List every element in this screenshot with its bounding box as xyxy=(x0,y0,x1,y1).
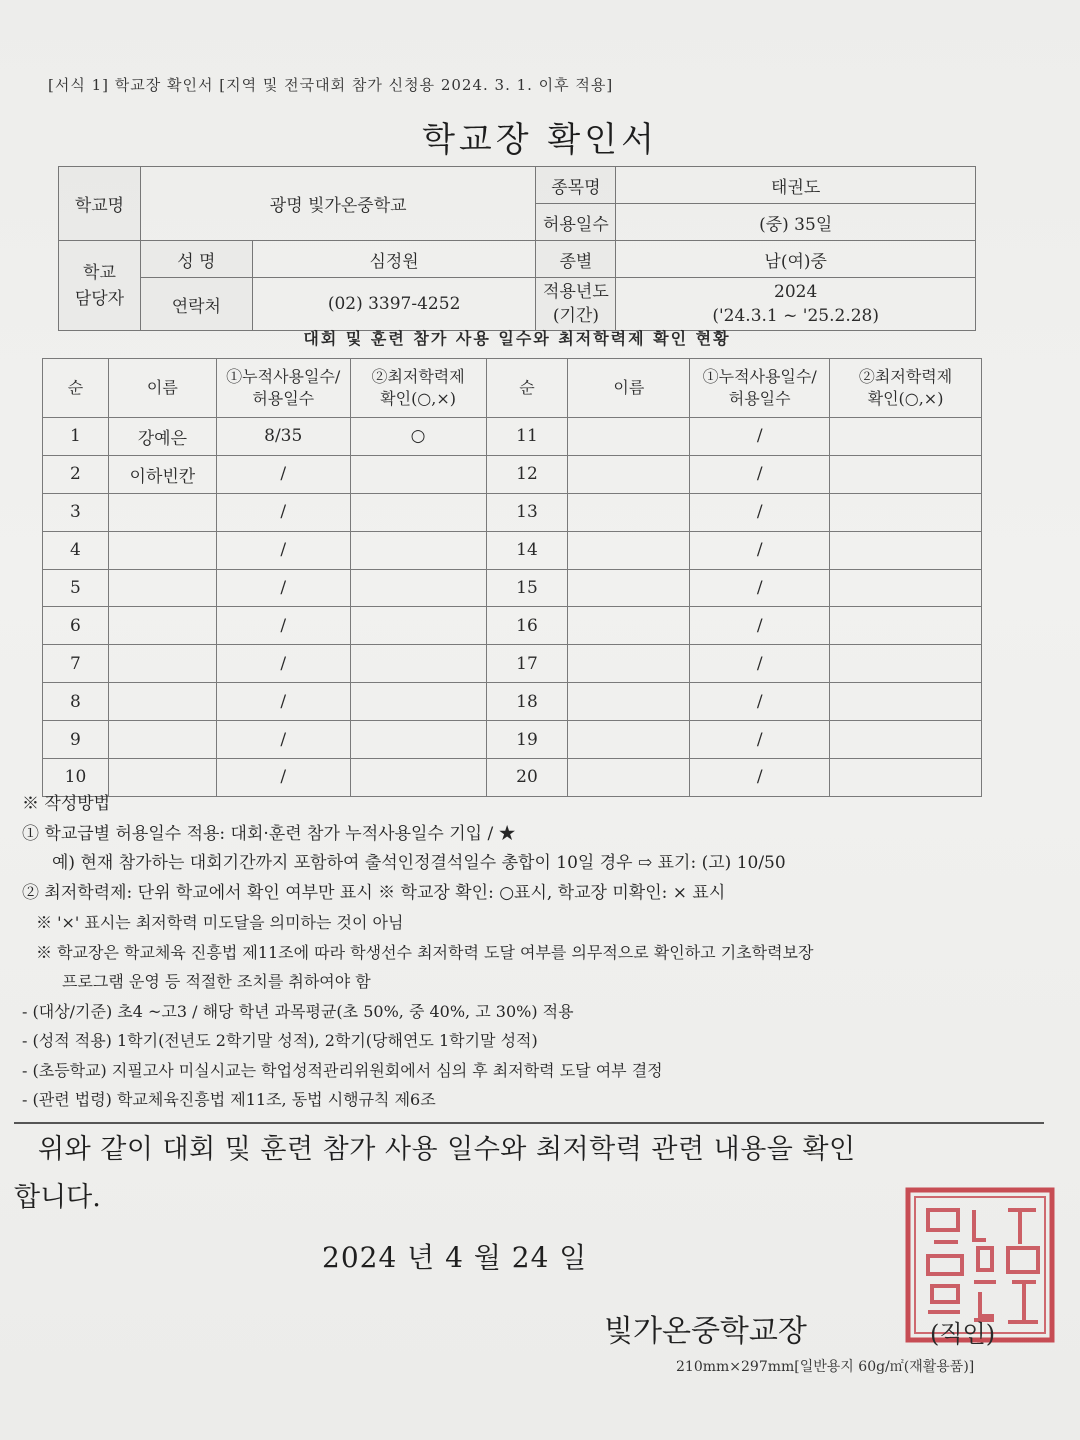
row-num: 16 xyxy=(486,607,568,645)
row-num: 13 xyxy=(486,493,568,531)
row-num: 17 xyxy=(486,645,568,683)
row-num: 4 xyxy=(43,531,109,569)
row-check xyxy=(350,569,486,607)
signatory: 빛가온중학교장 xyxy=(604,1314,807,1349)
row-check xyxy=(830,607,982,645)
name-value: 심정원 xyxy=(252,241,536,278)
row-days: / xyxy=(690,493,830,531)
header-name-right: 이름 xyxy=(568,359,690,418)
header-num-right: 순 xyxy=(486,359,568,418)
manager-label: 학교 담당자 xyxy=(59,241,141,331)
divider xyxy=(14,1122,1044,1124)
table-row xyxy=(43,569,982,607)
row-name xyxy=(568,607,690,645)
row-num: 11 xyxy=(486,418,568,456)
row-name xyxy=(108,721,216,759)
row-num: 5 xyxy=(43,569,109,607)
row-days: / xyxy=(216,721,350,759)
row-days: / xyxy=(690,569,830,607)
detail-4: - (관련 법령) 학교체육진흥법 제11조, 동법 시행규칙 제6조 xyxy=(22,1090,436,1109)
date: 2024 년 4 월 24 일 xyxy=(322,1241,588,1274)
row-check xyxy=(830,721,982,759)
year-label: 적용년도 (기간) xyxy=(536,278,616,331)
name-label: 성 명 xyxy=(140,241,252,278)
allowed-days-value: (중) 35일 xyxy=(616,204,976,241)
info-table xyxy=(58,166,976,331)
note-1: ① 학교급별 허용일수 적용: 대회·훈련 참가 누적사용일수 기입 / ★ xyxy=(22,823,516,844)
note-2-a: ※ '×' 표시는 최저학력 미도달을 의미하는 것이 아님 xyxy=(36,913,404,932)
row-check xyxy=(350,607,486,645)
row-check xyxy=(350,493,486,531)
row-name xyxy=(568,721,690,759)
row-num: 8 xyxy=(43,683,109,721)
row-check xyxy=(350,531,486,569)
row-num: 3 xyxy=(43,493,109,531)
row-name xyxy=(108,569,216,607)
row-name xyxy=(108,493,216,531)
row-days: / xyxy=(690,721,830,759)
gender-value: 남(여)중 xyxy=(616,241,976,278)
row-days: / xyxy=(216,683,350,721)
confirm-line-2: 합니다. xyxy=(14,1182,101,1213)
row-num: 15 xyxy=(486,569,568,607)
row-days: / xyxy=(216,493,350,531)
row-days: / xyxy=(690,531,830,569)
row-name xyxy=(568,531,690,569)
row-name: 강예은 xyxy=(108,418,216,456)
paper-spec: 210mm×297mm[일반용지 60g/㎡(재활용품)] xyxy=(676,1359,975,1375)
row-days: / xyxy=(216,569,350,607)
table-row xyxy=(43,418,982,456)
header-check-left: ②최저학력제 확인(○,×) xyxy=(350,359,486,418)
row-days: / xyxy=(690,645,830,683)
table-row xyxy=(43,607,982,645)
note-2: ② 최저학력제: 단위 학교에서 확인 여부만 표시 ※ 학교장 확인: ○표시, 학교장 미확인: × 표시 xyxy=(22,882,726,903)
notes-section xyxy=(22,790,1062,1115)
confirm-line-1: 위와 같이 대회 및 훈련 참가 사용 일수와 최저학력 관련 내용을 확인 xyxy=(38,1134,856,1165)
row-days: / xyxy=(216,759,350,797)
status-table xyxy=(42,358,982,797)
row-days: 8/35 xyxy=(216,418,350,456)
table-row xyxy=(43,683,982,721)
table-row xyxy=(43,531,982,569)
note-2-b-cont: 프로그램 운영 등 적절한 조치를 취하여야 함 xyxy=(62,972,371,991)
table-row xyxy=(43,721,982,759)
detail-2: - (성적 적용) 1학기(전년도 2학기말 성적), 2학기(당해연도 1학기말 성적) xyxy=(22,1031,538,1050)
row-num: 10 xyxy=(43,759,109,797)
row-name xyxy=(568,645,690,683)
header-days-left: ①누적사용일수/ 허용일수 xyxy=(216,359,350,418)
row-check xyxy=(830,569,982,607)
row-days: / xyxy=(690,759,830,797)
row-name xyxy=(108,531,216,569)
document-title: 학교장 확인서 xyxy=(422,120,658,160)
row-num: 20 xyxy=(486,759,568,797)
row-num: 1 xyxy=(43,418,109,456)
row-num: 6 xyxy=(43,607,109,645)
row-name xyxy=(568,569,690,607)
notes-heading: ※ 작성방법 xyxy=(22,794,111,814)
table-row xyxy=(43,455,982,493)
header-num-left: 순 xyxy=(43,359,109,418)
row-num: 7 xyxy=(43,645,109,683)
row-name: 이하빈칸 xyxy=(108,455,216,493)
row-check xyxy=(350,683,486,721)
row-check xyxy=(350,455,486,493)
row-num: 12 xyxy=(486,455,568,493)
gender-label: 종별 xyxy=(536,241,616,278)
note-2-b: ※ 학교장은 학교체육 진흥법 제11조에 따라 학생선수 최저학력 도달 여부를 의무적으로 확인하고 기초학력보장 xyxy=(36,942,814,962)
header-name-left: 이름 xyxy=(108,359,216,418)
row-days: / xyxy=(216,607,350,645)
row-days: / xyxy=(690,683,830,721)
row-name xyxy=(568,418,690,456)
row-name xyxy=(568,683,690,721)
event-label: 종목명 xyxy=(536,167,616,204)
school-value: 광명 빛가온중학교 xyxy=(140,167,536,241)
row-check xyxy=(830,418,982,456)
table-row xyxy=(43,493,982,531)
note-1-example: 예) 현재 참가하는 대회기간까지 포함하여 출석인정결석일수 총합이 10일 경우 ⇨ 표기: (고) 10/50 xyxy=(52,853,786,873)
status-title: 대회 및 훈련 참가 사용 일수와 최저학력제 확인 현황 xyxy=(303,329,731,348)
row-days: / xyxy=(216,531,350,569)
row-name xyxy=(108,645,216,683)
detail-3: - (초등학교) 지필고사 미실시교는 학업성적관리위원회에서 심의 후 최저학력 도달 여부 결정 xyxy=(22,1060,663,1080)
table-header-row xyxy=(43,359,982,418)
row-num: 2 xyxy=(43,455,109,493)
row-days: / xyxy=(216,645,350,683)
row-name xyxy=(568,455,690,493)
row-check xyxy=(830,455,982,493)
school-label: 학교명 xyxy=(59,167,141,241)
row-num: 14 xyxy=(486,531,568,569)
year-value: 2024 xyxy=(774,282,818,302)
period-value: ('24.3.1 ~ '25.2.28) xyxy=(712,306,879,326)
header-days-right: ①누적사용일수/ 허용일수 xyxy=(690,359,830,418)
contact-value: (02) 3397-4252 xyxy=(252,278,536,331)
row-days: / xyxy=(690,455,830,493)
row-days: / xyxy=(690,607,830,645)
row-check: ○ xyxy=(350,418,486,456)
row-days: / xyxy=(690,418,830,456)
row-check xyxy=(350,645,486,683)
row-num: 18 xyxy=(486,683,568,721)
table-row xyxy=(43,645,982,683)
row-check xyxy=(830,531,982,569)
header-check-right: ②최저학력제 확인(○,×) xyxy=(830,359,982,418)
row-num: 19 xyxy=(486,721,568,759)
year-cell xyxy=(616,278,976,331)
row-check xyxy=(830,683,982,721)
event-value: 태권도 xyxy=(616,167,976,204)
form-label: [서식 1] 학교장 확인서 [지역 및 전국대회 참가 신청용 2024. 3. 1. 이후 적용] xyxy=(48,76,614,94)
contact-label: 연락처 xyxy=(140,278,252,331)
row-check xyxy=(830,493,982,531)
confirm-statement xyxy=(14,1126,1054,1222)
detail-1: - (대상/기준) 초4 ~고3 / 해당 학년 과목평균(초 50%, 중 40%, 고 30%) 적용 xyxy=(22,1001,574,1021)
row-name xyxy=(108,683,216,721)
row-name xyxy=(108,607,216,645)
row-name xyxy=(568,493,690,531)
seal-label: (직인) xyxy=(930,1320,996,1348)
row-check xyxy=(350,721,486,759)
row-check xyxy=(830,645,982,683)
row-days: / xyxy=(216,455,350,493)
row-num: 9 xyxy=(43,721,109,759)
allowed-days-label: 허용일수 xyxy=(536,204,616,241)
